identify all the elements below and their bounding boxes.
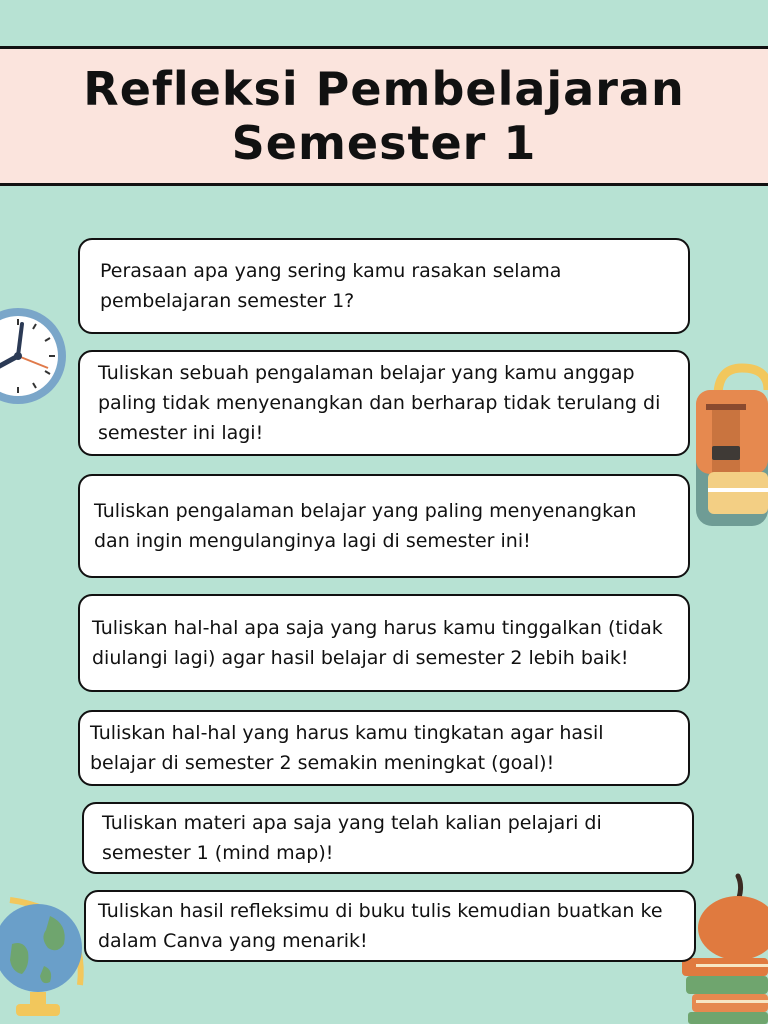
question-card-4 — [78, 594, 690, 692]
question-card-3 — [78, 474, 690, 578]
backpack-icon — [690, 360, 768, 530]
globe-icon — [0, 890, 90, 1024]
page-title — [83, 62, 684, 170]
question-card-2 — [78, 350, 690, 456]
clock-icon — [0, 304, 78, 408]
question-text: Tuliskan hasil refleksimu di buku tulis kemudian buatkan ke dalam Canva yang menarik! — [98, 900, 663, 952]
question-text: Tuliskan sebuah pengalaman belajar yang kamu anggap paling tidak menyenangkan dan berharap tidak terulang di semester ini lagi! — [98, 362, 661, 444]
question-card-6 — [82, 802, 694, 874]
title-line-1: Refleksi Pembelajaran — [83, 62, 685, 116]
question-card-5 — [78, 710, 690, 786]
question-card-7 — [84, 890, 696, 962]
title-line-2: Semester 1 — [231, 116, 537, 170]
question-card-1 — [78, 238, 690, 334]
question-text: Tuliskan materi apa saja yang telah kalian pelajari di semester 1 (mind map)! — [102, 812, 602, 864]
question-text: Tuliskan hal-hal apa saja yang harus kamu tinggalkan (tidak diulangi lagi) agar hasil belajar di semester 2 lebih baik! — [92, 617, 663, 669]
question-text: Perasaan apa yang sering kamu rasakan selama pembelajaran semester 1? — [100, 260, 562, 312]
question-text: Tuliskan hal-hal yang harus kamu tingkatan agar hasil belajar di semester 2 semakin meningkat (goal)! — [90, 722, 604, 774]
question-text: Tuliskan pengalaman belajar yang paling menyenangkan dan ingin mengulanginya lagi di semester ini! — [94, 500, 637, 552]
title-band — [0, 46, 768, 186]
